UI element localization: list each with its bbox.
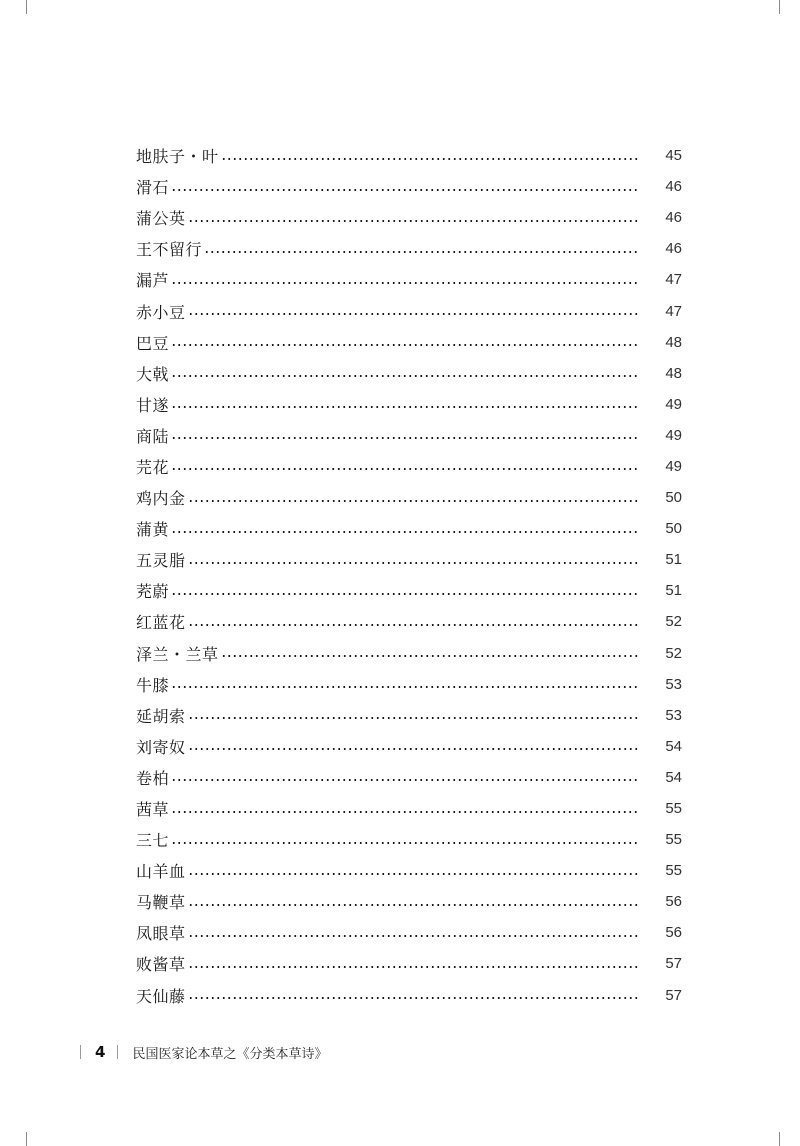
- crop-mark-top-left: [26, 0, 27, 14]
- toc-entry-title: 天仙藤: [136, 986, 186, 1006]
- toc-entry-title: 漏芦: [136, 271, 170, 291]
- toc-entry-page: 57: [665, 955, 682, 973]
- toc-entry-title: 大戟: [136, 364, 170, 384]
- toc-entry: [136, 762, 682, 793]
- toc-entry-page: 54: [665, 737, 682, 755]
- toc-entry: [136, 855, 682, 886]
- toc-entry-page: 52: [665, 644, 682, 662]
- toc-entry-title: 甘遂: [136, 395, 170, 415]
- toc-entry-page: 48: [665, 333, 682, 351]
- toc-entry-page: 56: [665, 924, 682, 942]
- toc-entry-title: 茺蔚: [136, 582, 170, 602]
- toc-dot-leader: [171, 769, 640, 785]
- toc-dot-leader: [221, 148, 640, 164]
- toc-entry-title: 红蓝花: [136, 613, 186, 633]
- toc-entry: [136, 389, 682, 420]
- toc-dot-leader: [188, 707, 640, 723]
- toc-entry-page: 51: [665, 551, 682, 569]
- toc-entry-page: 55: [665, 831, 682, 849]
- toc-entry: [136, 482, 682, 513]
- toc-entry: [136, 233, 682, 264]
- toc-entry-title: 商陆: [136, 426, 170, 446]
- toc-entry-page: 45: [665, 147, 682, 165]
- toc-dot-leader: [171, 832, 640, 848]
- toc-dot-leader: [171, 272, 640, 288]
- toc-entry-title: 马鞭草: [136, 893, 186, 913]
- toc-dot-leader: [188, 925, 640, 941]
- toc-entry-page: 54: [665, 768, 682, 786]
- toc-entry: [136, 358, 682, 389]
- page-footer: [80, 1042, 327, 1062]
- toc-entry-title: 巴豆: [136, 333, 170, 353]
- toc-dot-leader: [188, 863, 640, 879]
- toc-entry: [136, 917, 682, 948]
- toc-entry-title: 三七: [136, 831, 170, 851]
- toc-entry: [136, 420, 682, 451]
- toc-entry-page: 56: [665, 893, 682, 911]
- toc-entry-page: 55: [665, 800, 682, 818]
- toc-dot-leader: [171, 334, 640, 350]
- toc-entry: [136, 824, 682, 855]
- footer-page-number: 4: [95, 1043, 106, 1061]
- footer-book-title: 民国医家论本草之《分类本草诗》: [132, 1046, 328, 1062]
- toc-entry-title: 王不留行: [136, 240, 203, 260]
- toc-entry-title: 滑石: [136, 178, 170, 198]
- toc-entry-page: 49: [665, 395, 682, 413]
- table-of-contents: [136, 140, 682, 1011]
- crop-mark-bottom-left: [26, 1132, 27, 1146]
- toc-entry-page: 57: [665, 986, 682, 1004]
- toc-entry-title: 芫花: [136, 457, 170, 477]
- crop-mark-bottom-right: [779, 1132, 780, 1146]
- toc-entry-title: 卷柏: [136, 768, 170, 788]
- toc-dot-leader: [188, 956, 640, 972]
- toc-dot-leader: [171, 676, 640, 692]
- toc-entry-title: 山羊血: [136, 862, 186, 882]
- toc-entry: [136, 638, 682, 669]
- toc-dot-leader: [171, 427, 640, 443]
- toc-entry-title: 赤小豆: [136, 302, 186, 322]
- toc-entry-page: 47: [665, 271, 682, 289]
- toc-entry-page: 51: [665, 582, 682, 600]
- toc-entry-title: 茜草: [136, 800, 170, 820]
- toc-entry-page: 47: [665, 302, 682, 320]
- toc-entry: [136, 606, 682, 637]
- toc-entry-page: 46: [665, 178, 682, 196]
- toc-entry-page: 52: [665, 613, 682, 631]
- toc-dot-leader: [188, 490, 640, 506]
- toc-entry-title: 败酱草: [136, 955, 186, 975]
- toc-dot-leader: [171, 365, 640, 381]
- toc-dot-leader: [204, 241, 640, 257]
- toc-entry-title: 地肤子・叶: [136, 147, 219, 167]
- toc-entry-page: 55: [665, 862, 682, 880]
- toc-entry-title: 五灵脂: [136, 551, 186, 571]
- toc-entry-page: 46: [665, 240, 682, 258]
- toc-dot-leader: [188, 210, 640, 226]
- toc-dot-leader: [171, 396, 640, 412]
- toc-entry-page: 48: [665, 364, 682, 382]
- toc-entry: [136, 948, 682, 979]
- toc-entry-title: 蒲公英: [136, 209, 186, 229]
- toc-dot-leader: [188, 738, 640, 754]
- toc-entry: [136, 731, 682, 762]
- toc-dot-leader: [188, 614, 640, 630]
- toc-entry: [136, 886, 682, 917]
- toc-dot-leader: [188, 894, 640, 910]
- toc-dot-leader: [188, 303, 640, 319]
- toc-entry-page: 49: [665, 457, 682, 475]
- toc-entry-page: 50: [665, 520, 682, 538]
- toc-entry: [136, 793, 682, 824]
- toc-entry: [136, 295, 682, 326]
- toc-entry-page: 49: [665, 426, 682, 444]
- toc-entry: [136, 980, 682, 1011]
- toc-entry: [136, 202, 682, 233]
- toc-entry: [136, 327, 682, 358]
- toc-entry: [136, 264, 682, 295]
- toc-dot-leader: [188, 987, 640, 1003]
- toc-entry-title: 蒲黄: [136, 520, 170, 540]
- footer-divider-right: [117, 1045, 118, 1059]
- toc-entry-title: 牛膝: [136, 675, 170, 695]
- toc-entry-page: 53: [665, 675, 682, 693]
- toc-entry-title: 凤眼草: [136, 924, 186, 944]
- toc-entry: [136, 451, 682, 482]
- toc-entry-page: 50: [665, 489, 682, 507]
- toc-entry: [136, 171, 682, 202]
- footer-divider-left: [80, 1045, 81, 1059]
- toc-dot-leader: [188, 552, 640, 568]
- toc-entry: [136, 513, 682, 544]
- toc-dot-leader: [171, 458, 640, 474]
- toc-entry-title: 泽兰・兰草: [136, 644, 219, 664]
- toc-entry: [136, 544, 682, 575]
- toc-dot-leader: [171, 179, 640, 195]
- crop-mark-top-right: [779, 0, 780, 14]
- toc-dot-leader: [171, 583, 640, 599]
- toc-entry-title: 刘寄奴: [136, 737, 186, 757]
- toc-entry-page: 46: [665, 209, 682, 227]
- toc-entry: [136, 700, 682, 731]
- toc-dot-leader: [221, 645, 640, 661]
- toc-entry-title: 鸡内金: [136, 489, 186, 509]
- toc-dot-leader: [171, 801, 640, 817]
- toc-entry: [136, 669, 682, 700]
- toc-entry-page: 53: [665, 706, 682, 724]
- toc-dot-leader: [171, 521, 640, 537]
- toc-entry: [136, 575, 682, 606]
- toc-entry-title: 延胡索: [136, 706, 186, 726]
- toc-entry: [136, 140, 682, 171]
